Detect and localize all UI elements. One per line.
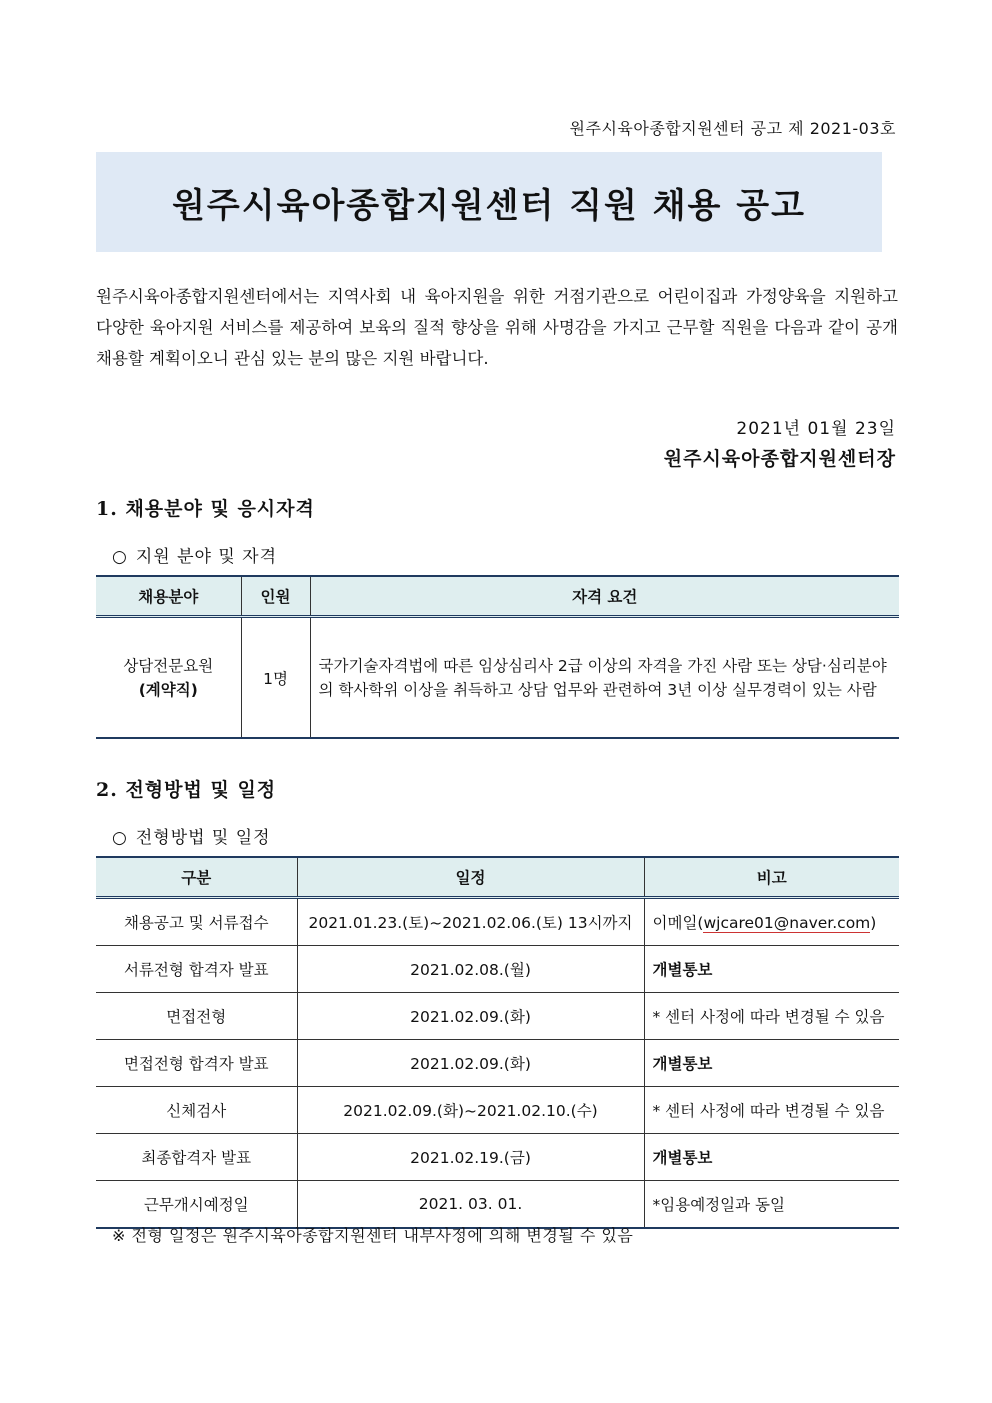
header-count: 인원 — [241, 576, 310, 617]
schedule-cell: 2021.02.09.(화) — [297, 1040, 644, 1087]
issuer-name: 원주시육아종합지원센터장 — [663, 448, 896, 470]
schedule-cell: 2021.01.23.(토)~2021.02.06.(토) 13시까지 — [297, 898, 644, 946]
schedule-cell: 2021. 03. 01. — [297, 1181, 644, 1229]
category-cell: 채용공고 및 서류접수 — [96, 898, 297, 946]
notice-date: 2021년 01월 23일 — [736, 419, 896, 439]
note-suffix: ) — [870, 914, 877, 932]
category-cell: 서류전형 합격자 발표 — [96, 946, 297, 993]
table-header-row — [96, 576, 899, 617]
table-row — [96, 1087, 899, 1134]
schedule-cell: 2021.02.09.(화) — [297, 993, 644, 1040]
table-row — [96, 898, 899, 946]
table-header-row — [96, 857, 899, 898]
section2-subtitle — [112, 823, 271, 848]
field-name: 상담전문요원 — [123, 656, 214, 675]
schedule-cell: 2021.02.19.(금) — [297, 1134, 644, 1181]
table-row — [96, 1134, 899, 1181]
note-cell: 개별통보 — [644, 1040, 899, 1087]
table-row — [96, 1181, 899, 1229]
note-prefix: 이메일( — [652, 914, 704, 932]
note-cell: * 센터 사정에 따라 변경될 수 있음 — [644, 993, 899, 1040]
section1-title: 1. 채용분야 및 응시자격 — [96, 498, 315, 520]
email-link[interactable]: wjcare01@naver.com — [703, 914, 871, 932]
requirement-line: 국가기술자격법에 따른 임상심리사 2급 이상의 자격을 가진 사람 또는 상담·심리분야 — [318, 656, 887, 675]
notice-number: 원주시육아종합지원센터 공고 제 2021-03호 — [569, 119, 896, 138]
header-category: 구분 — [96, 857, 297, 898]
category-cell: 면접전형 — [96, 993, 297, 1040]
requirement-line: 의 학사학위 이상을 취득하고 상담 업무와 관련하여 3년 이상 실무경력이 있는 사람 — [318, 680, 877, 699]
page-title: 원주시육아종합지원센터 직원 채용 공고 — [172, 185, 806, 226]
requirement-cell — [310, 617, 899, 739]
schedule-cell: 2021.02.08.(월) — [297, 946, 644, 993]
category-cell: 면접전형 합격자 발표 — [96, 1040, 297, 1087]
count-cell: 1명 — [241, 617, 310, 739]
category-cell: 최종합격자 발표 — [96, 1134, 297, 1181]
table-row — [96, 617, 899, 739]
category-cell: 신체검사 — [96, 1087, 297, 1134]
category-cell: 근무개시예정일 — [96, 1181, 297, 1229]
circle-bullet-icon: ○ — [112, 828, 128, 848]
title-banner — [96, 152, 882, 252]
note-cell: 개별통보 — [644, 1134, 899, 1181]
note-cell: 개별통보 — [644, 946, 899, 993]
note-cell: *임용예정일과 동일 — [644, 1181, 899, 1229]
table-row — [96, 993, 899, 1040]
field-type: (계약직) — [138, 680, 198, 699]
circle-bullet-icon: ○ — [112, 547, 128, 567]
header-field: 채용분야 — [96, 576, 241, 617]
schedule-table — [96, 856, 899, 1229]
schedule-footnote: ※ 전형 일정은 원주시육아종합지원센터 내부사정에 의해 변경될 수 있음 — [112, 1226, 634, 1245]
table-row — [96, 1040, 899, 1087]
note-cell: * 센터 사정에 따라 변경될 수 있음 — [644, 1087, 899, 1134]
note-cell — [644, 898, 899, 946]
header-requirement: 자격 요건 — [310, 576, 899, 617]
header-note: 비고 — [644, 857, 899, 898]
section1-subtitle-text: 지원 분야 및 자격 — [135, 547, 278, 567]
header-schedule: 일정 — [297, 857, 644, 898]
intro-paragraph: 원주시육아종합지원센터에서는 지역사회 내 육아지원을 위한 거점기관으로 어린이집과 가정양육을 지원하고 다양한 육아지원 서비스를 제공하여 보육의 질적 향상을 위해 사명감을 가지고 근무할 직원을 다음과 같이 공개 채용할 계획이오니 관심 있는 분의 많은 지원 바랍니다. — [96, 287, 898, 368]
section1-subtitle — [112, 542, 277, 567]
qualification-table — [96, 575, 899, 739]
field-cell — [96, 617, 241, 739]
section2-subtitle-text: 전형방법 및 일정 — [135, 828, 271, 848]
section2-title: 2. 전형방법 및 일정 — [96, 779, 277, 801]
schedule-cell: 2021.02.09.(화)~2021.02.10.(수) — [297, 1087, 644, 1134]
table-row — [96, 946, 899, 993]
